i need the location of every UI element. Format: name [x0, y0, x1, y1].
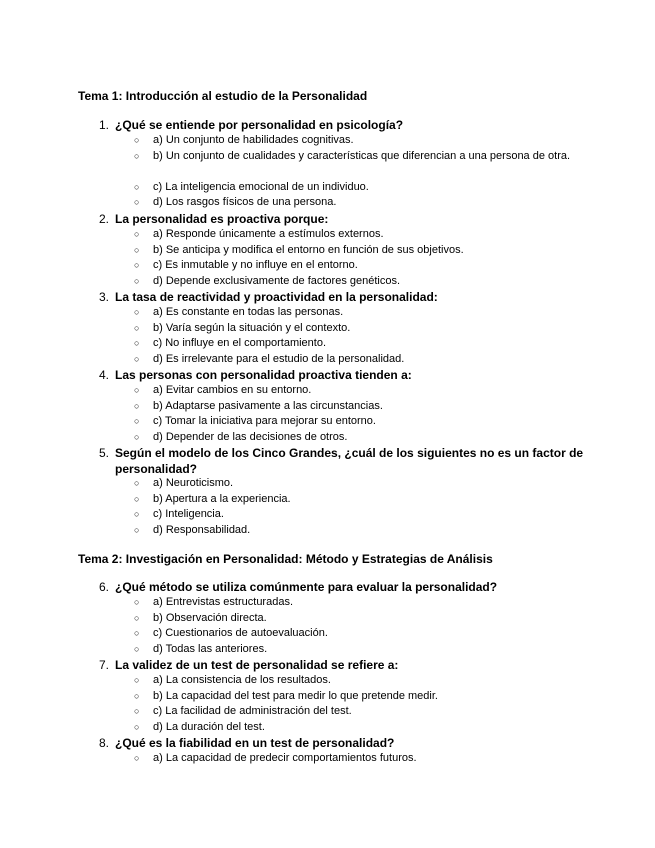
option-item — [134, 720, 584, 736]
option-text: d) Depender de las decisiones de otros. — [153, 430, 348, 443]
question-item — [95, 117, 595, 133]
option-item — [134, 430, 584, 446]
question-number: 7. — [98, 658, 109, 672]
option-text: c) Inteligencia. — [153, 508, 224, 521]
option-text: d) Los rasgos físicos de una persona. — [153, 196, 337, 209]
option-item — [134, 611, 584, 627]
option-item — [134, 689, 584, 705]
option-text: b) Varía según la situación y el contexto. — [153, 321, 351, 334]
option-item — [134, 704, 584, 720]
option-text: c) La inteligencia emocional de un individuo. — [153, 180, 369, 193]
circle-bullet-icon: ○ — [134, 509, 140, 520]
question-item — [95, 367, 595, 383]
question-number: 5. — [98, 446, 109, 460]
option-text: d) Depende exclusivamente de factores genéticos. — [153, 274, 401, 287]
circle-bullet-icon: ○ — [134, 229, 140, 239]
question-item — [95, 211, 595, 227]
circle-bullet-icon: ○ — [134, 416, 140, 427]
question-item — [95, 445, 595, 477]
option-text: a) Neuroticismo. — [153, 477, 234, 489]
circle-bullet-icon: ○ — [134, 338, 140, 349]
option-text: a) Evitar cambios en su entorno. — [153, 384, 312, 396]
circle-bullet-icon: ○ — [134, 181, 140, 192]
option-text: a) La consistencia de los resultados. — [153, 674, 331, 686]
option-text: d) Todas las anteriores. — [153, 642, 268, 655]
option-item — [134, 195, 584, 211]
option-item — [134, 673, 584, 689]
question-text: La tasa de reactividad y proactividad en la personalidad: — [115, 290, 438, 304]
question-item — [95, 735, 595, 751]
circle-bullet-icon: ○ — [134, 244, 140, 255]
option-item — [134, 476, 584, 492]
question-number: 6. — [98, 580, 109, 594]
option-text: a) La capacidad de predecir comportamientos futuros. — [153, 752, 417, 764]
question-text: La personalidad es proactiva porque: — [115, 212, 329, 226]
circle-bullet-icon: ○ — [134, 197, 140, 208]
question-text: ¿Qué es la fiabilidad en un test de personalidad? — [115, 736, 395, 750]
option-item — [134, 336, 584, 352]
option-text: a) Un conjunto de habilidades cognitivas. — [153, 134, 354, 146]
circle-bullet-icon: ○ — [134, 322, 140, 333]
option-text: d) Responsabilidad. — [153, 523, 251, 536]
circle-bullet-icon: ○ — [134, 493, 140, 504]
circle-bullet-icon: ○ — [134, 612, 140, 623]
circle-bullet-icon: ○ — [134, 353, 140, 364]
circle-bullet-icon: ○ — [134, 135, 140, 145]
question-item — [95, 289, 595, 305]
option-text: c) No influye en el comportamiento. — [153, 337, 327, 350]
circle-bullet-icon: ○ — [134, 753, 140, 763]
circle-bullet-icon: ○ — [134, 431, 140, 442]
option-item — [134, 507, 584, 523]
option-item — [134, 626, 584, 642]
question-text: ¿Qué método se utiliza comúnmente para evaluar la personalidad? — [115, 580, 498, 594]
option-text: b) Se anticipa y modifica el entorno en función de sus objetivos. — [153, 243, 464, 256]
circle-bullet-icon: ○ — [134, 690, 140, 701]
question-item — [95, 579, 595, 595]
option-text: b) Observación directa. — [153, 611, 267, 624]
option-text: b) Un conjunto de cualidades y características que diferencian a una persona de otra. — [153, 149, 571, 162]
section-title: Tema 1: Introducción al estudio de la Personalidad — [78, 89, 368, 103]
circle-bullet-icon: ○ — [134, 675, 140, 685]
option-item — [134, 492, 584, 508]
question-text: Según el modelo de los Cinco Grandes, ¿cuál de los siguientes no es un factor de personalidad? — [115, 446, 584, 476]
circle-bullet-icon: ○ — [134, 400, 140, 411]
option-item — [134, 595, 584, 611]
circle-bullet-icon: ○ — [134, 150, 140, 161]
circle-bullet-icon: ○ — [134, 597, 140, 607]
option-text: c) La facilidad de administración del test. — [153, 705, 352, 718]
question-text: La validez de un test de personalidad se refiere a: — [115, 658, 399, 672]
option-item — [134, 258, 584, 274]
option-item — [134, 352, 584, 368]
question-number: 1. — [98, 118, 109, 132]
option-item — [134, 133, 584, 149]
option-item — [134, 274, 584, 290]
option-item — [134, 149, 584, 165]
option-text: d) Es irrelevante para el estudio de la personalidad. — [153, 352, 405, 365]
question-text: ¿Qué se entiende por personalidad en psicología? — [115, 118, 404, 132]
option-item — [134, 180, 584, 196]
circle-bullet-icon: ○ — [134, 260, 140, 271]
option-text: a) Entrevistas estructuradas. — [153, 596, 294, 608]
option-text: a) Es constante en todas las personas. — [153, 306, 344, 318]
option-item — [134, 321, 584, 337]
circle-bullet-icon: ○ — [134, 721, 140, 732]
option-item — [134, 305, 584, 321]
option-item — [134, 642, 584, 658]
question-number: 3. — [98, 290, 109, 304]
circle-bullet-icon: ○ — [134, 628, 140, 639]
question-number: 2. — [98, 212, 109, 226]
question-number: 4. — [98, 368, 109, 382]
option-item — [134, 383, 584, 399]
circle-bullet-icon: ○ — [134, 706, 140, 717]
option-item — [134, 751, 584, 767]
circle-bullet-icon: ○ — [134, 478, 140, 488]
option-text: c) Cuestionarios de autoevaluación. — [153, 627, 328, 640]
option-text: b) Apertura a la experiencia. — [153, 492, 291, 505]
option-text: c) Es inmutable y no influye en el entorno. — [153, 259, 358, 272]
option-text: b) La capacidad del test para medir lo que pretende medir. — [153, 689, 438, 702]
question-number: 8. — [98, 736, 109, 750]
option-item — [134, 227, 584, 243]
circle-bullet-icon: ○ — [134, 524, 140, 535]
circle-bullet-icon: ○ — [134, 643, 140, 654]
circle-bullet-icon: ○ — [134, 275, 140, 286]
option-item — [134, 523, 584, 539]
option-text: b) Adaptarse pasivamente a las circunstancias. — [153, 399, 383, 412]
option-item — [134, 399, 584, 415]
circle-bullet-icon: ○ — [134, 385, 140, 395]
option-text: c) Tomar la iniciativa para mejorar su entorno. — [153, 415, 376, 428]
option-text: d) La duración del test. — [153, 720, 265, 733]
question-text: Las personas con personalidad proactiva tienden a: — [115, 368, 412, 382]
circle-bullet-icon: ○ — [134, 307, 140, 317]
option-item — [134, 414, 584, 430]
option-text: a) Responde únicamente a estímulos externos. — [153, 228, 384, 240]
question-item — [95, 657, 595, 673]
option-item — [134, 243, 584, 259]
section-title: Tema 2: Investigación en Personalidad: Método y Estrategias de Análisis — [78, 552, 493, 566]
